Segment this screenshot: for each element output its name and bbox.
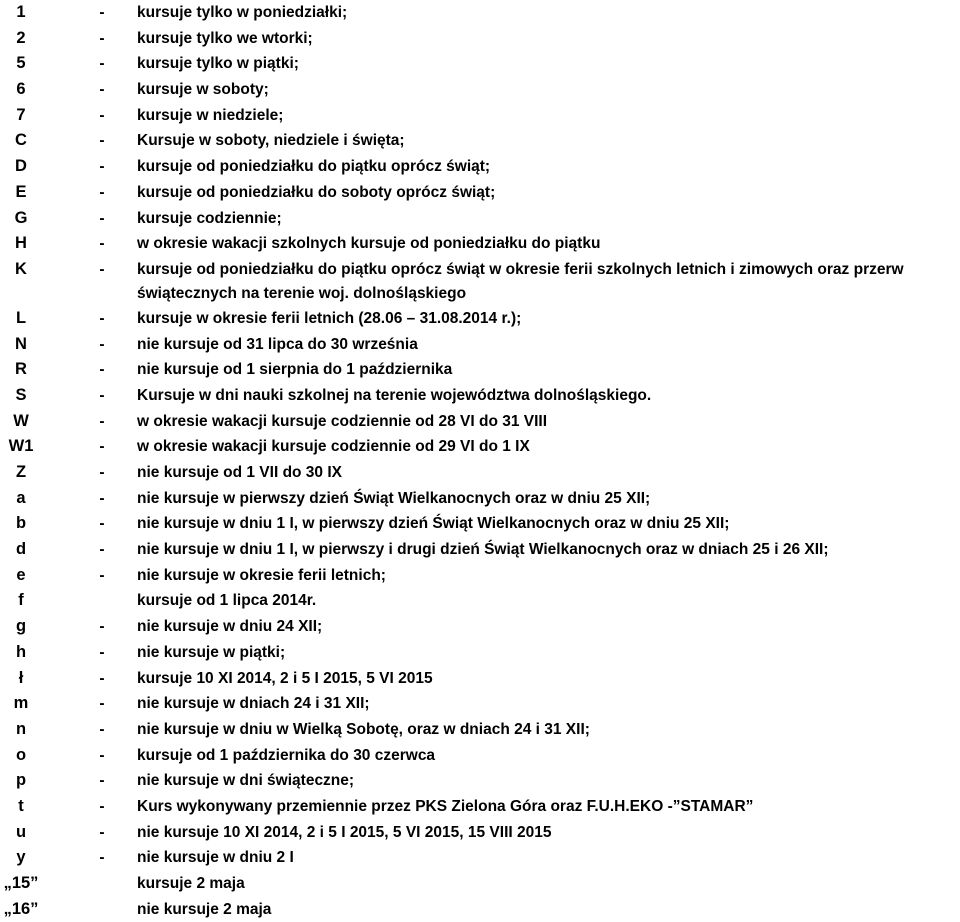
legend-description: kursuje tylko w poniedziałki; [137, 4, 348, 21]
legend-dash: - [99, 849, 105, 867]
legend-dash: - [99, 4, 105, 21]
legend-code: n [15, 719, 27, 738]
legend-dash: - [99, 55, 105, 73]
legend-code: y [16, 848, 26, 867]
legend-code: m [13, 694, 29, 713]
legend-code: R [15, 360, 27, 379]
legend-row [0, 332, 960, 358]
legend-code: D [15, 157, 27, 176]
legend-dash: - [99, 386, 105, 404]
legend-row [0, 180, 960, 206]
legend-description: nie kursuje od 1 sierpnia do 1 października [137, 361, 453, 379]
legend-dash: - [99, 489, 105, 507]
legend-code: H [15, 234, 27, 253]
legend-code: 5 [16, 54, 26, 73]
legend-description: nie kursuje w dniu 1 I, w pierwszy i drugi dzień Świąt Wielkanocnych oraz w dniach 25 i 26 XII; [137, 541, 829, 559]
legend-row [0, 794, 960, 820]
legend-row [0, 51, 960, 77]
legend-row [0, 154, 960, 180]
legend-description: kursuje 10 XI 2014, 2 i 5 I 2015, 5 VI 2015 [137, 669, 433, 687]
legend-dash: - [99, 412, 105, 430]
legend-description: nie kursuje w dniach 24 i 31 XII; [137, 695, 370, 713]
legend-code: b [15, 514, 27, 533]
legend-row [0, 871, 960, 897]
legend-dash: - [99, 183, 105, 201]
legend-description: Kurs wykonywany przemiennie przez PKS Zielona Góra oraz F.U.H.EKO -”STAMAR” [137, 797, 754, 815]
legend-dash: - [99, 823, 105, 841]
legend-row [0, 357, 960, 383]
legend-code: 2 [16, 28, 26, 47]
legend-row [0, 409, 960, 435]
legend-row [0, 666, 960, 692]
legend-dash: - [99, 260, 105, 278]
legend-description: kursuje 2 maja [137, 875, 245, 892]
legend-description: nie kursuje w dniu 24 XII; [137, 618, 323, 636]
legend-code: K [15, 259, 27, 278]
legend-code: 7 [16, 105, 26, 124]
legend-description: kursuje codziennie; [137, 209, 282, 227]
legend-description: w okresie wakacji kursuje codziennie od 29 VI do 1 IX [137, 438, 530, 456]
legend-dash: - [99, 29, 105, 47]
legend-description: kursuje od 1 lipca 2014r. [137, 592, 317, 610]
legend-description: nie kursuje od 31 lipca do 30 września [137, 335, 418, 353]
legend-code: C [15, 131, 27, 150]
legend-code: 6 [16, 80, 26, 99]
legend-dash: - [99, 618, 105, 636]
legend-code: „16” [3, 899, 39, 918]
legend-row [0, 460, 960, 486]
legend-row [0, 563, 960, 589]
legend-dash: - [99, 438, 105, 456]
legend-description: kursuje tylko we wtorki; [137, 29, 313, 47]
legend-code: L [15, 308, 27, 327]
legend-dash: - [99, 106, 105, 124]
legend-row [0, 383, 960, 409]
legend-row [0, 26, 960, 52]
legend-description: w okresie wakacji kursuje codziennie od 28 VI do 31 VIII [137, 412, 548, 430]
legend-dash: - [99, 235, 105, 253]
legend-description: kursuje od poniedziałku do piątku oprócz świąt w okresie ferii szkolnych letnich i zimowych oraz przerw świątecznych na terenie woj. dolnośląskiego [137, 260, 904, 302]
legend-row [0, 717, 960, 743]
legend-dash: - [99, 464, 105, 481]
legend-code: u [15, 822, 27, 841]
legend-dash: - [99, 209, 105, 227]
legend-description: nie kursuje w okresie ferii letnich; [137, 566, 386, 584]
legend-row [0, 434, 960, 460]
legend-code: o [15, 745, 27, 764]
legend-description: w okresie wakacji szkolnych kursuje od poniedziałku do piątku [137, 235, 601, 253]
legend-row [0, 897, 960, 922]
legend-dash: - [99, 132, 105, 150]
legend-description: nie kursuje 2 maja [137, 900, 272, 918]
legend-code: e [16, 565, 26, 584]
legend-dash: - [99, 669, 105, 687]
legend-dash: - [99, 335, 105, 353]
legend-code: f [18, 591, 24, 610]
legend-code: G [14, 208, 28, 227]
legend-description: nie kursuje w piątki; [137, 643, 286, 661]
legend-row [0, 537, 960, 563]
legend-description: nie kursuje 10 XI 2014, 2 i 5 I 2015, 5 VI 2015, 15 VIII 2015 [137, 823, 552, 841]
legend-code: ł [18, 668, 24, 687]
legend-description: nie kursuje w pierwszy dzień Świąt Wielkanocnych oraz w dniu 25 XII; [137, 489, 651, 507]
legend-row [0, 128, 960, 154]
legend-code: W [13, 411, 29, 430]
legend-code: S [15, 385, 27, 404]
legend-row [0, 614, 960, 640]
legend-description: kursuje w okresie ferii letnich (28.06 – 31.08.2014 r.); [137, 309, 522, 327]
legend-dash: - [99, 158, 105, 176]
legend-code: d [15, 540, 27, 559]
legend-row [0, 743, 960, 769]
legend-code: E [15, 182, 27, 201]
legend-code: a [16, 488, 26, 507]
legend-code: p [15, 771, 27, 790]
legend-dash: - [99, 695, 105, 713]
legend-description: kursuje tylko w piątki; [137, 55, 299, 73]
legend-dash: - [99, 797, 105, 815]
legend-code: g [15, 617, 27, 636]
legend-code: Z [15, 463, 27, 481]
legend-dash: - [99, 361, 105, 379]
legend-dash: - [99, 772, 105, 790]
legend-code: N [15, 334, 27, 353]
legend-code: „15” [3, 874, 39, 892]
legend-description: kursuje od poniedziałku do soboty oprócz świąt; [137, 183, 496, 201]
legend-dash: - [99, 746, 105, 764]
legend-description: nie kursuje w dniu 1 I, w pierwszy dzień Świąt Wielkanocnych oraz w dniu 25 XII; [137, 515, 730, 533]
legend-row [0, 511, 960, 537]
legend-row [0, 691, 960, 717]
legend-dash: - [99, 541, 105, 559]
legend-dash: - [99, 309, 105, 327]
legend-row [0, 257, 960, 306]
legend-dash: - [99, 643, 105, 661]
legend-dash: - [99, 81, 105, 99]
legend-row [0, 768, 960, 794]
legend-description: nie kursuje od 1 VII do 30 IX [137, 464, 343, 481]
legend-row [0, 0, 960, 26]
legend-row [0, 77, 960, 103]
legend-code: t [18, 796, 24, 815]
legend-description: kursuje od poniedziałku do piątku oprócz świąt; [137, 158, 491, 176]
legend-row [0, 640, 960, 666]
legend-description: nie kursuje w dniu w Wielką Sobotę, oraz w dniach 24 i 31 XII; [137, 720, 590, 738]
legend-description: Kursuje w soboty, niedziele i święta; [137, 132, 405, 150]
legend-row [0, 486, 960, 512]
legend-description: kursuje w soboty; [137, 81, 269, 99]
legend-code: W1 [8, 437, 34, 456]
legend-code: 1 [16, 3, 26, 21]
legend-row [0, 206, 960, 232]
legend-row [0, 845, 960, 871]
legend-row [0, 820, 960, 846]
legend-row [0, 103, 960, 129]
legend-dash: - [99, 566, 105, 584]
legend-description: nie kursuje w dni świąteczne; [137, 772, 355, 790]
legend-dash: - [99, 515, 105, 533]
legend-row [0, 588, 960, 614]
legend-dash: - [99, 720, 105, 738]
legend-row [0, 306, 960, 332]
legend-description: kursuje od 1 października do 30 czerwca [137, 746, 436, 764]
legend-description: kursuje w niedziele; [137, 106, 284, 124]
legend-description: Kursuje w dni nauki szkolnej na terenie województwa dolnośląskiego. [137, 386, 652, 404]
legend-description: nie kursuje w dniu 2 I [137, 849, 294, 867]
legend-code: h [15, 642, 27, 661]
legend-row [0, 231, 960, 257]
